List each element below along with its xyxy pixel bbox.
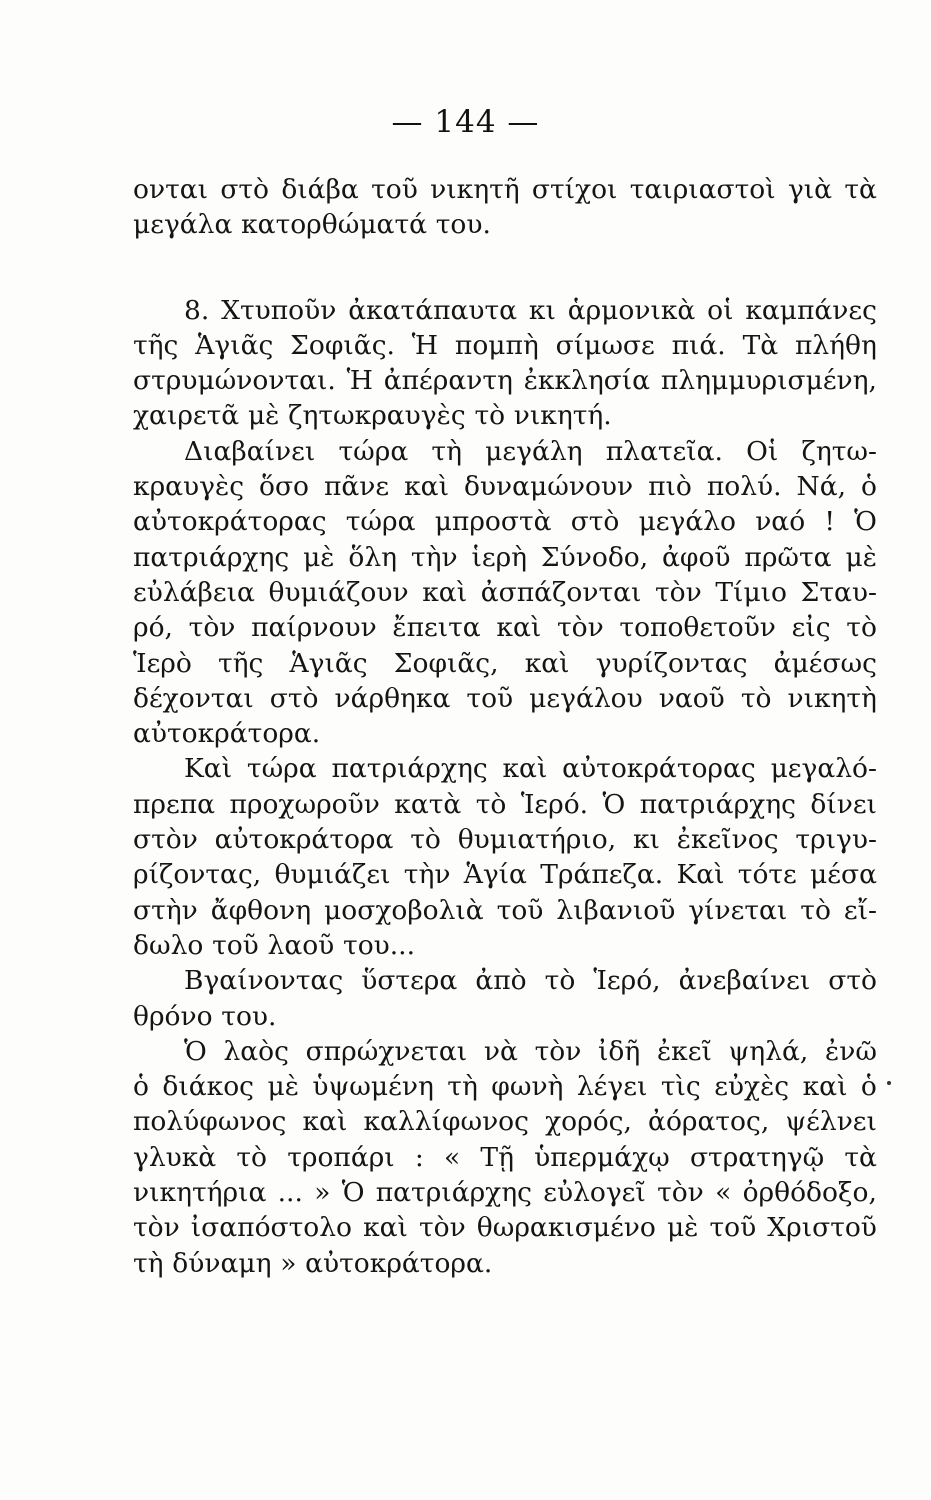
word: ὑψωμένη [312, 1071, 434, 1103]
text-line [133, 1246, 877, 1281]
word: ζητω- [801, 435, 877, 467]
text-line [133, 646, 877, 681]
word: πολύφωνος [133, 1106, 287, 1138]
word: του. [221, 1000, 277, 1032]
paragraph-gap [133, 243, 877, 293]
word: κατορθώματά [241, 209, 427, 241]
word: λιβανιοῦ [556, 894, 676, 926]
word: εἰς [791, 612, 831, 644]
word: Σταυ- [800, 576, 877, 608]
paragraph [133, 293, 877, 434]
word: νὰ [483, 1035, 518, 1067]
word: μοσχοβολιὰ [324, 894, 484, 926]
paragraph [133, 751, 877, 963]
word: τοῦ [496, 894, 544, 926]
word: θυμιάζουν [268, 576, 409, 608]
word: μεγαλό- [770, 753, 877, 785]
word: λαὸς [223, 1035, 289, 1067]
text-line [133, 1210, 877, 1245]
word: νικητῆ [430, 174, 520, 205]
word: κραυγὲς [133, 471, 245, 503]
word: ναοῦ [658, 682, 725, 714]
word: εὐλογεῖ [543, 1177, 646, 1209]
text-line [133, 999, 877, 1034]
word: τὸν [418, 1212, 466, 1244]
word: ὁ [860, 471, 877, 503]
word: ὀρθόδοξο, [742, 1177, 877, 1209]
word: κατὰ [394, 788, 462, 820]
word: θυμιατήριο, [457, 824, 617, 856]
word: Διαβαίνει [184, 435, 316, 467]
word: θυμιάζει [274, 859, 391, 891]
body-text [133, 172, 877, 1281]
text-line [133, 1140, 877, 1175]
word: κι [528, 294, 556, 326]
word: μέσα [810, 859, 877, 891]
word: ἀπὸ [475, 965, 527, 997]
word: πολύ. [706, 471, 782, 503]
word: ἄφθονη [210, 894, 312, 926]
word: ἀμέσως [773, 647, 877, 679]
word: τὸ [474, 400, 506, 432]
text-line [133, 610, 877, 645]
word: στὸ [269, 682, 319, 714]
word: τὸν [655, 576, 702, 608]
text-line [133, 398, 877, 433]
word: παίρνουν [251, 612, 377, 644]
word: ἰσαπόστολο [190, 1212, 352, 1244]
word: τὴν [403, 859, 451, 891]
word: χορός, [545, 1106, 632, 1138]
word: Σοφιᾶς. [290, 329, 395, 361]
word: ἐκκλησία [523, 365, 651, 397]
word: στρυμώνονται. [133, 365, 336, 397]
word: τὰ [844, 1141, 877, 1173]
word: εὐλάβεια [133, 576, 255, 608]
word: του. [435, 209, 491, 241]
word: Ἁγιᾶς [195, 329, 274, 361]
word: ἀφοῦ [662, 541, 731, 573]
word: τῆς [217, 647, 264, 679]
word: τοῦ [371, 174, 418, 205]
word: ὕστερα [361, 965, 458, 997]
page-number: — 144 — [391, 104, 540, 140]
text-line [133, 434, 877, 469]
word: αὐτοκράτορα [214, 824, 394, 856]
word: Ἱερό, [593, 965, 661, 997]
word: ἔπειτα [392, 612, 481, 644]
word: τὸν [133, 1212, 180, 1244]
word: οἱ [707, 294, 734, 326]
word: ρίζοντας, [133, 859, 262, 891]
word: Ἡ [346, 365, 373, 397]
word: πᾶνε [323, 471, 390, 503]
text-line [133, 207, 877, 242]
word: ναό [755, 506, 806, 538]
word: γυρίζοντας [595, 647, 748, 679]
word: ἀνεβαίνει [678, 965, 811, 997]
word: πατριάρχης [331, 753, 488, 785]
word: νικητὴ [787, 682, 877, 714]
word: Ὁ [341, 1177, 365, 1209]
word: » [280, 1247, 297, 1279]
word: μὲ [267, 1071, 299, 1103]
text-line [133, 363, 877, 398]
word: τὸν [534, 1035, 582, 1067]
word: δωλο [133, 929, 204, 961]
word: τὸ [236, 1141, 268, 1173]
word: Χριστοῦ [767, 1212, 877, 1244]
text-line [133, 751, 877, 786]
word: τῆς [133, 329, 179, 361]
word: τὴ [133, 1247, 164, 1279]
word: Σοφιᾶς, [393, 647, 499, 679]
word: προχωροῦν [229, 788, 380, 820]
word: ζητωκραυγὲς [288, 400, 466, 432]
word: Τίμιο [715, 576, 788, 608]
word: λέγει [576, 1071, 648, 1103]
word: καὶ [422, 576, 468, 608]
word: μεγάλο [638, 506, 737, 538]
text-line [133, 540, 877, 575]
word: τὸν [657, 1177, 704, 1209]
word: Σύνοδο, [540, 541, 649, 573]
word: αὐτοκράτορα. [305, 1247, 493, 1279]
word: Ἡ [411, 329, 439, 361]
ink-speck [887, 1081, 891, 1085]
word: στὸ [828, 965, 877, 997]
word: στρατηγῷ [689, 1141, 825, 1173]
word: ἀκατάπαυτα [348, 294, 518, 326]
text-line [133, 963, 877, 998]
word: « [444, 1141, 461, 1173]
word: θρόνο [133, 1000, 213, 1032]
word: δυναμώνουν [463, 471, 634, 503]
word: μεγάλη [485, 435, 583, 467]
text-line [133, 893, 877, 928]
word: του... [343, 929, 416, 961]
word: ὅλη [348, 541, 398, 573]
text-line [133, 293, 877, 328]
word: τὶς [660, 1071, 701, 1103]
text-line [133, 928, 877, 963]
word: θωρακισμένο [476, 1212, 656, 1244]
word: πλημμυρισμένη, [660, 365, 877, 397]
text-line [133, 1175, 877, 1210]
word: στὸν [133, 824, 198, 856]
word: μεγάλα [133, 209, 233, 241]
text-line [133, 328, 877, 363]
word: καὶ [302, 1106, 348, 1138]
word: καλλίφωνος [363, 1106, 529, 1138]
word: ὑπερμάχῳ [534, 1141, 670, 1173]
word: μεγάλου [529, 682, 643, 714]
word: τὰ [844, 174, 877, 205]
word: ὁ [860, 1071, 877, 1103]
word: Χτυποῦν [221, 294, 337, 326]
word: τοποθετοῦν [619, 612, 776, 644]
word: πρῶτα [744, 541, 832, 573]
word: καὶ [404, 471, 449, 503]
word: νάρθηκα [334, 682, 451, 714]
word: τὸ [846, 612, 877, 644]
word: γιὰ [787, 174, 833, 205]
word: δέχονται [133, 682, 254, 714]
word: τὸν [556, 612, 604, 644]
word: τὴ [447, 1071, 478, 1103]
paragraph [133, 963, 877, 1034]
word: ἐνῶ [825, 1035, 877, 1067]
word: Ἁγία [463, 859, 527, 891]
text-line [133, 822, 877, 857]
word: Νά, [796, 471, 847, 503]
word: λαοῦ [267, 929, 335, 961]
word: τριγυ- [795, 824, 877, 856]
word: πατριάρχης [639, 788, 796, 820]
text-line [133, 172, 877, 207]
word: πιὸ [648, 471, 692, 503]
word: Ἱερό. [520, 788, 589, 820]
word: ταιριαστοὶ [629, 174, 776, 205]
word: ονται [133, 174, 209, 205]
word: σπρώχνεται [305, 1035, 468, 1067]
word: καὶ [496, 612, 542, 644]
word: τότε [737, 859, 797, 891]
word: καὶ [502, 753, 548, 785]
text-line [133, 716, 877, 751]
word: ἀόρατος, [648, 1106, 770, 1138]
word: καὶ [524, 647, 570, 679]
word: διάκος [162, 1071, 255, 1103]
word: τὸν [188, 612, 236, 644]
paragraph [133, 1034, 877, 1281]
word: Ἱερὸ [133, 647, 192, 679]
word: πατριάρχης [133, 541, 290, 573]
word: τοῦ [212, 929, 259, 961]
word: τοῦ [709, 1212, 757, 1244]
word: πιά. [671, 329, 726, 361]
word: 8. [184, 294, 210, 326]
word: μὲ [845, 541, 877, 573]
word: εἴ- [843, 894, 877, 926]
word: νικητήρια [133, 1177, 267, 1209]
text-line [133, 1034, 877, 1069]
word: ὁ [133, 1071, 149, 1103]
word: νικητή. [513, 400, 612, 432]
word: κι [632, 824, 660, 856]
word: ἰδῆ [598, 1035, 641, 1067]
word: αὐτοκράτορα. [133, 718, 321, 750]
word: τὸ [800, 894, 831, 926]
word: : [414, 1141, 424, 1173]
text-line [133, 857, 877, 892]
word: καμπάνες [745, 294, 877, 326]
word: τώρα [246, 753, 317, 785]
word: τὸ [544, 965, 576, 997]
word: τώρα [338, 435, 409, 467]
word: καὶ [802, 1071, 848, 1103]
paragraph [133, 434, 877, 752]
word: διάβα [281, 174, 359, 205]
word: μπροστὰ [434, 506, 552, 538]
word: ἐκεῖ [656, 1035, 712, 1067]
word: πλήθη [794, 329, 877, 361]
word: « [715, 1177, 732, 1209]
word: Ὁ [602, 788, 626, 820]
word: μὲ [247, 400, 280, 432]
word: ἱερὴ [471, 541, 528, 573]
word: Τῇ [480, 1141, 514, 1173]
word: στὴν [133, 894, 198, 926]
word: Ὁ [854, 506, 877, 538]
word: ἀπέραντη [383, 365, 513, 397]
word: τὴν [410, 541, 458, 573]
word: τὸ [410, 824, 441, 856]
word: ! [824, 506, 835, 538]
word: ψηλά, [728, 1035, 809, 1067]
text-line [133, 1104, 877, 1139]
word: τὸ [740, 682, 772, 714]
word: στίχοι [531, 174, 618, 205]
word: Τὰ [742, 329, 779, 361]
text-line [133, 681, 877, 716]
word: Ὁ [184, 1035, 207, 1067]
word: τροπάρι [287, 1141, 395, 1173]
word: σίμωσε [555, 329, 655, 361]
text-line [133, 787, 877, 822]
word: πομπὴ [454, 329, 539, 361]
word: τὴ [431, 435, 462, 467]
word: καὶ [363, 1212, 408, 1244]
word: δίνει [810, 788, 877, 820]
word: αὐτοκράτορας [133, 506, 327, 538]
word: ... [277, 1177, 303, 1209]
text-line [133, 575, 877, 610]
word: » [314, 1177, 331, 1209]
word: Τράπεζα. [540, 859, 664, 891]
word: στὸ [570, 506, 620, 538]
word: πλατεῖα. [605, 435, 723, 467]
word: Καὶ [676, 859, 725, 891]
word: στὸ [220, 174, 270, 205]
text-line [133, 504, 877, 539]
word: ἀσπάζονται [480, 576, 642, 608]
word: ἐκεῖνος [676, 824, 779, 856]
word: μὲ [303, 541, 335, 573]
word: πρεπα [133, 788, 216, 820]
text-line [133, 469, 877, 504]
word: ἁρμονικὰ [567, 294, 696, 326]
word: τοῦ [466, 682, 514, 714]
word: φωνὴ [491, 1071, 564, 1103]
word: Καὶ [184, 753, 233, 785]
text-line [133, 1069, 877, 1104]
word: πατριάρχης [375, 1177, 532, 1209]
word: ρό, [133, 612, 173, 644]
word: μὲ [666, 1212, 699, 1244]
word: Οἱ [746, 435, 779, 467]
word: γίνεται [688, 894, 788, 926]
word: αὐτοκράτορας [562, 753, 756, 785]
word: γλυκὰ [133, 1141, 217, 1173]
word: δύναμη [172, 1247, 272, 1279]
word: ψέλνει [785, 1106, 877, 1138]
word: Ἁγιᾶς [289, 647, 368, 679]
paragraph [133, 172, 877, 243]
word: Βγαίνοντας [184, 965, 344, 997]
word: εὐχὲς [714, 1071, 790, 1103]
word: τώρα [345, 506, 416, 538]
word: χαιρετᾶ [133, 400, 240, 432]
word: ὅσο [259, 471, 310, 503]
word: τὸ [475, 788, 507, 820]
